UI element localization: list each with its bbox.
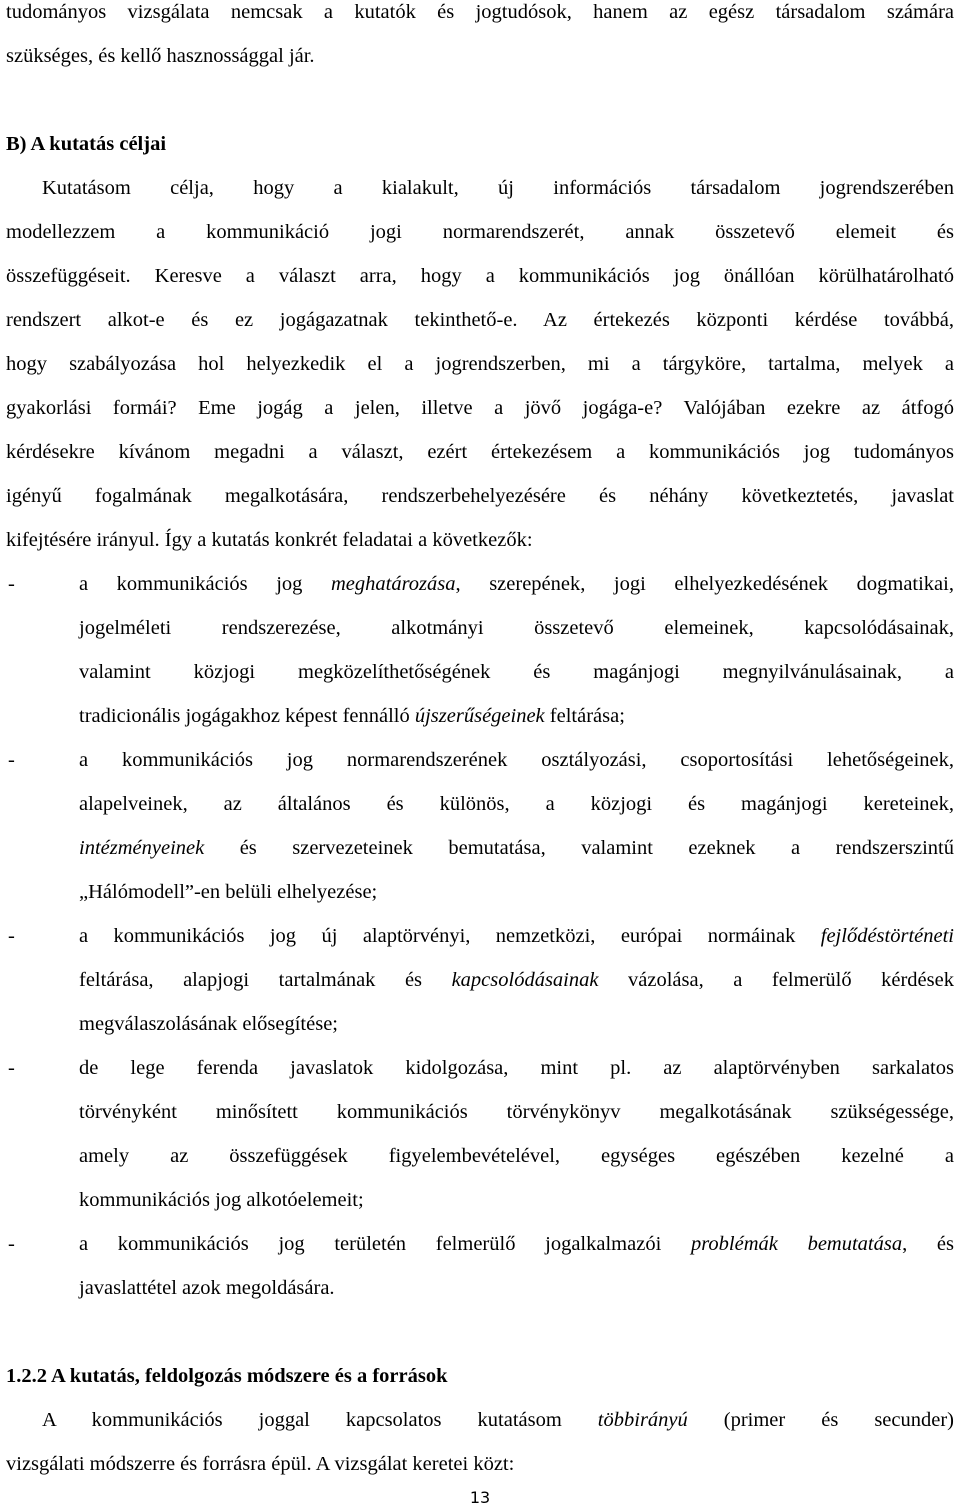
list-item-line: valamint közjogi megközelíthetőségének és magánjogi megnyilvánulásainak, a: [79, 661, 954, 683]
text-line: összefüggéseit. Keresve a választ arra, hogy a kommunikációs jog önállóan körülhatárolható: [6, 265, 954, 287]
list-item-line: „Hálómodell”-en belüli elhelyezése;: [79, 881, 378, 903]
text-line: szükséges, és kellő hasznossággal jár.: [6, 45, 315, 67]
text-line: rendszert alkot-e és ez jogágazatnak tekinthető-e. Az értekezés központi kérdése továbbá,: [6, 309, 954, 331]
list-item-line: javaslattétel azok megoldására.: [79, 1277, 335, 1299]
list-item-line: tradicionális jogágakhoz képest fennálló újszerűségeinek feltárása;: [79, 705, 625, 727]
list-dash: -: [8, 749, 15, 771]
list-item-line: kommunikációs jog alkotóelemeit;: [79, 1189, 364, 1211]
section-heading: B) A kutatás céljai: [6, 133, 167, 155]
list-item-line: alapelveinek, az általános és különös, a közjogi és magánjogi kereteinek,: [79, 793, 954, 815]
list-item-line: a kommunikációs jog új alaptörvényi, nemzetközi, európai normáinak fejlődéstörténeti: [79, 925, 954, 947]
list-dash: -: [8, 1233, 15, 1255]
list-item-line: megválaszolásának elősegítése;: [79, 1013, 338, 1035]
list-item-line: törvényként minősített kommunikációs törvénykönyv megalkotásának szükségessége,: [79, 1101, 954, 1123]
page-number: 13: [469, 1488, 491, 1507]
section-heading: 1.2.2 A kutatás, feldolgozás módszere és a források: [6, 1365, 448, 1387]
text-line: gyakorlási formái? Eme jogág a jelen, illetve a jövő jogága-e? Valójában ezekre az átfogó: [6, 397, 954, 419]
list-dash: -: [8, 573, 15, 595]
text-line: kérdésekre kívánom megadni a választ, ezért értekezésem a kommunikációs jog tudományos: [6, 441, 954, 463]
list-item-line: jogelméleti rendszerezése, alkotmányi összetevő elemeinek, kapcsolódásainak,: [79, 617, 954, 639]
text-line: A kommunikációs joggal kapcsolatos kutatásom többirányú (primer és secunder): [42, 1409, 954, 1431]
list-dash: -: [8, 1057, 15, 1079]
list-item-line: a kommunikációs jog területén felmerülő jogalkalmazói problémák bemutatása, és: [79, 1233, 955, 1255]
list-item-line: intézményeinek és szervezeteinek bemutatása, valamint ezeknek a rendszerszintű: [79, 837, 954, 859]
text-line: modellezzem a kommunikáció jogi normarendszerét, annak összetevő elemeit és: [6, 221, 954, 243]
text-line: vizsgálati módszerre és forrásra épül. A vizsgálat keretei közt:: [6, 1453, 515, 1475]
list-item-line: feltárása, alapjogi tartalmának és kapcsolódásainak vázolása, a felmerülő kérdések: [79, 969, 954, 991]
text-line: kifejtésére irányul. Így a kutatás konkrét feladatai a következők:: [6, 529, 533, 551]
text-line: igényű fogalmának megalkotására, rendszerbehelyezésére és néhány következtetés, javaslat: [6, 485, 954, 507]
list-dash: -: [8, 925, 15, 947]
list-item-line: a kommunikációs jog normarendszerének osztályozási, csoportosítási lehetőségeinek,: [79, 749, 954, 771]
list-item-line: de lege ferenda javaslatok kidolgozása, mint pl. az alaptörvényben sarkalatos: [79, 1057, 954, 1079]
list-item-line: a kommunikációs jog meghatározása, szerepének, jogi elhelyezkedésének dogmatikai,: [79, 573, 954, 595]
text-line: hogy szabályozása hol helyezkedik el a jogrendszerben, mi a tárgyköre, tartalma, melyek a: [6, 353, 954, 375]
text-line: Kutatásom célja, hogy a kialakult, új információs társadalom jogrendszerében: [42, 177, 954, 199]
text-line: tudományos vizsgálata nemcsak a kutatók és jogtudósok, hanem az egész társadalom számára: [6, 1, 954, 23]
list-item-line: amely az összefüggések figyelembevételével, egységes egészében kezelné a: [79, 1145, 954, 1167]
